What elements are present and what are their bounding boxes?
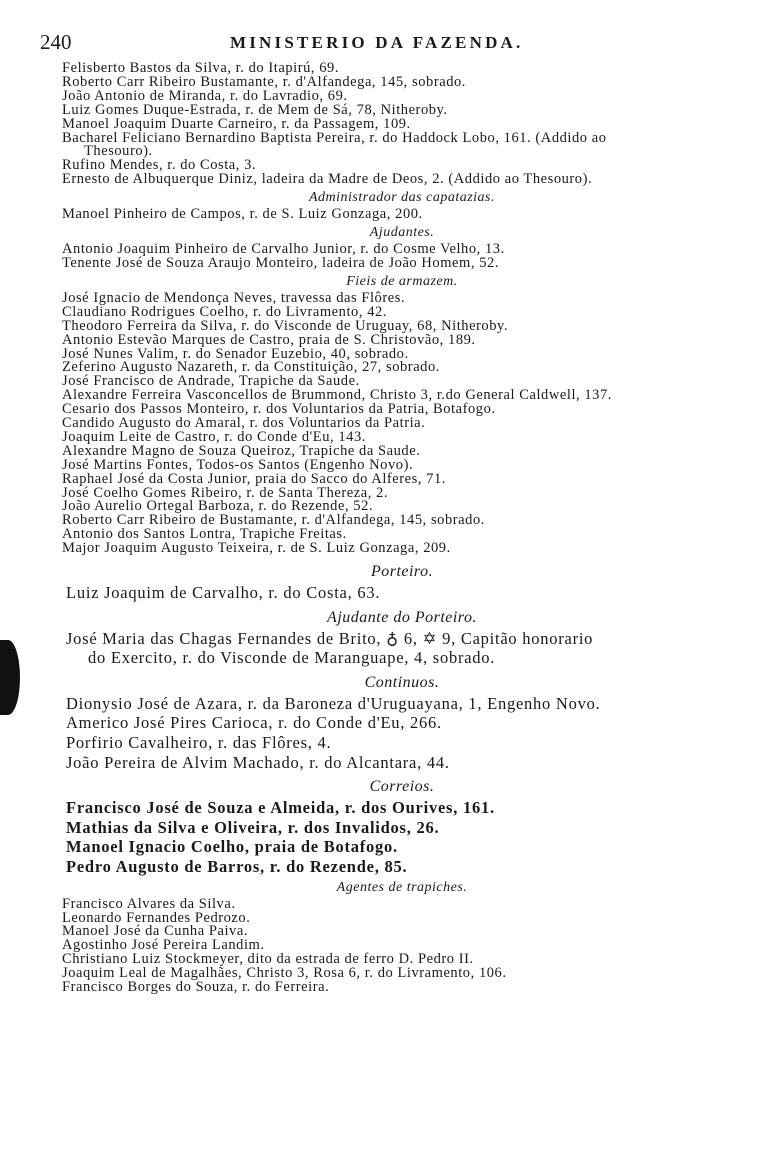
entry-line: José Ignacio de Mendonça Neves, travessa das Flôres.: [62, 289, 406, 306]
directory-listing: [62, 62, 742, 995]
entry-line: Leonardo Fernandes Pedrozo.: [62, 909, 251, 926]
section: [62, 775, 742, 876]
entry-line: Manoel Joaquim Duarte Carneiro, r. da Passagem, 109.: [62, 115, 411, 132]
entry-line: Claudiano Rodrigues Coelho, r. do Livramento, 42.: [62, 303, 387, 320]
section: [62, 560, 742, 603]
entry-line: Americo José Pires Carioca, r. do Conde d'Eu, 266.: [66, 713, 442, 733]
entry-line: Joaquim Leite de Castro, r. do Conde d'Eu, 143.: [62, 428, 366, 445]
entry-line: Major Joaquim Augusto Teixeira, r. de S. Luiz Gonzaga, 209.: [62, 540, 451, 557]
entry-line: Rufino Mendes, r. do Costa, 3.: [62, 157, 257, 174]
entry-line: Francisco Borges do Souza, r. do Ferreira.: [62, 979, 330, 996]
entry-line: José Maria das Chagas Fernandes de Brito, ♁ 6, ✡ 9, Capitão honorario: [66, 628, 594, 648]
section-heading: Ajudante do Porteiro.: [327, 608, 477, 626]
entry-line: Manoel José da Cunha Paiva.: [62, 923, 248, 940]
section-heading: Agentes de trapiches.: [336, 879, 468, 895]
entry-line: Theodoro Ferreira da Silva, r. do Visconde de Uruguay, 68, Nitheroby.: [62, 317, 509, 334]
section-heading: Porteiro.: [370, 563, 434, 581]
entry-line: Joaquim Leal de Magalhães, Christo 3, Rosa 6, r. do Livramento, 106.: [62, 965, 507, 982]
page-header: [40, 30, 720, 54]
entry-line: José Martins Fontes, Todos-os Santos (Engenho Novo).: [62, 456, 414, 473]
entry-line: Cesario dos Passos Monteiro, r. dos Voluntarios da Patria, Botafogo.: [62, 401, 496, 418]
entry-line: Alexandre Magno de Souza Queiroz, Trapiche da Saude.: [62, 442, 421, 459]
entry-line: Manoel Ignacio Coelho, praia de Botafogo.: [66, 837, 398, 857]
entry-line: Antonio Estevão Marques de Castro, praia de S. Christovão, 189.: [62, 331, 476, 348]
section-heading: Continuos.: [364, 673, 440, 691]
entry-line: Alexandre Ferreira Vasconcellos de Brummond, Christo 3, r.do General Caldwell, 137.: [62, 387, 612, 404]
entry-line: Pedro Augusto de Barros, r. do Rezende, 85.: [66, 857, 408, 877]
page-title: MINISTERIO DA FAZENDA.: [230, 33, 524, 52]
section: [62, 878, 742, 995]
entry-line: Porfirio Cavalheiro, r. das Flôres, 4.: [66, 733, 332, 753]
entry-line: Raphael José da Costa Junior, praia do Sacco do Alferes, 71.: [62, 470, 446, 487]
entry-line: João Aurelio Ortegal Barboza, r. do Rezende, 52.: [62, 498, 374, 515]
entry-continuation: Thesouro).: [84, 143, 153, 160]
entry-line: Candido Augusto do Amaral, r. dos Voluntarios da Patria.: [62, 415, 426, 432]
section-heading: Administrador das capatazias.: [308, 190, 495, 206]
entry-line: Luiz Gomes Duque-Estrada, r. de Mem de Sá, 78, Nitheroby.: [62, 101, 448, 118]
entry-line: João Pereira de Alvim Machado, r. do Alcantara, 44.: [66, 752, 450, 772]
entry-line: Dionysio José de Azara, r. da Baroneza d'Uruguayana, 1, Engenho Novo.: [66, 693, 601, 713]
entry-line: Antonio Joaquim Pinheiro de Carvalho Junior, r. do Cosme Velho, 13.: [62, 241, 505, 258]
scan-artifact: [0, 640, 20, 715]
section-heading: Fieis de armazem.: [346, 273, 458, 289]
section: [62, 606, 742, 668]
entry-line: José Nunes Valim, r. do Senador Euzebio, 40, sobrado.: [62, 345, 409, 362]
entry-line: Luiz Joaquim de Carvalho, r. do Costa, 63.: [66, 583, 381, 603]
entry-line: Antonio dos Santos Lontra, Trapiche Freitas.: [62, 526, 347, 543]
entry-line: Zeferino Augusto Nazareth, r. da Constituição, 27, sobrado.: [62, 359, 440, 376]
entry-line: Bacharel Feliciano Bernardino Baptista Pereira, r. do Haddock Lobo, 161. (Addido ao: [62, 129, 607, 146]
section: [62, 188, 742, 222]
entry-line: José Francisco de Andrade, Trapiche da Saude.: [62, 373, 360, 390]
section: [62, 671, 742, 772]
section-heading: Correios.: [369, 778, 435, 796]
entry-line: Mathias da Silva e Oliveira, r. dos Invalidos, 26.: [66, 817, 440, 837]
entry-line: Manoel Pinheiro de Campos, r. de S. Luiz Gonzaga, 200.: [62, 206, 423, 223]
section: [62, 223, 742, 271]
entry-line: Roberto Carr Ribeiro de Bustamante, r. d'Alfandega, 145, sobrado.: [62, 512, 485, 529]
entry-continuation: do Exercito, r. do Visconde de Maranguape, 4, sobrado.: [88, 648, 496, 668]
entry-line: Christiano Luiz Stockmeyer, dito da estrada de ferro D. Pedro II.: [62, 951, 474, 968]
entry-line: Felisberto Bastos da Silva, r. do Itapirú, 69.: [62, 60, 340, 76]
page-number: 240: [40, 30, 72, 54]
section: [62, 272, 742, 556]
entry-line: Ernesto de Albuquerque Diniz, ladeira da Madre de Deos, 2. (Addido ao Thesouro).: [62, 171, 593, 188]
entry-line: Tenente José de Souza Araujo Monteiro, ladeira de João Homem, 52.: [62, 254, 499, 271]
entry-line: José Coelho Gomes Ribeiro, r. de Santa Thereza, 2.: [62, 484, 389, 501]
entry-line: Roberto Carr Ribeiro Bustamante, r. d'Alfandega, 145, sobrado.: [62, 73, 466, 90]
section: [62, 62, 742, 187]
entry-line: Francisco Alvares da Silva.: [62, 895, 236, 912]
entry-line: Francisco José de Souza e Almeida, r. dos Ourives, 161.: [66, 798, 495, 818]
section-heading: Ajudantes.: [369, 225, 435, 241]
entry-line: João Antonio de Miranda, r. do Lavradio, 69.: [62, 87, 348, 104]
entry-line: Agostinho José Pereira Landim.: [62, 937, 265, 954]
